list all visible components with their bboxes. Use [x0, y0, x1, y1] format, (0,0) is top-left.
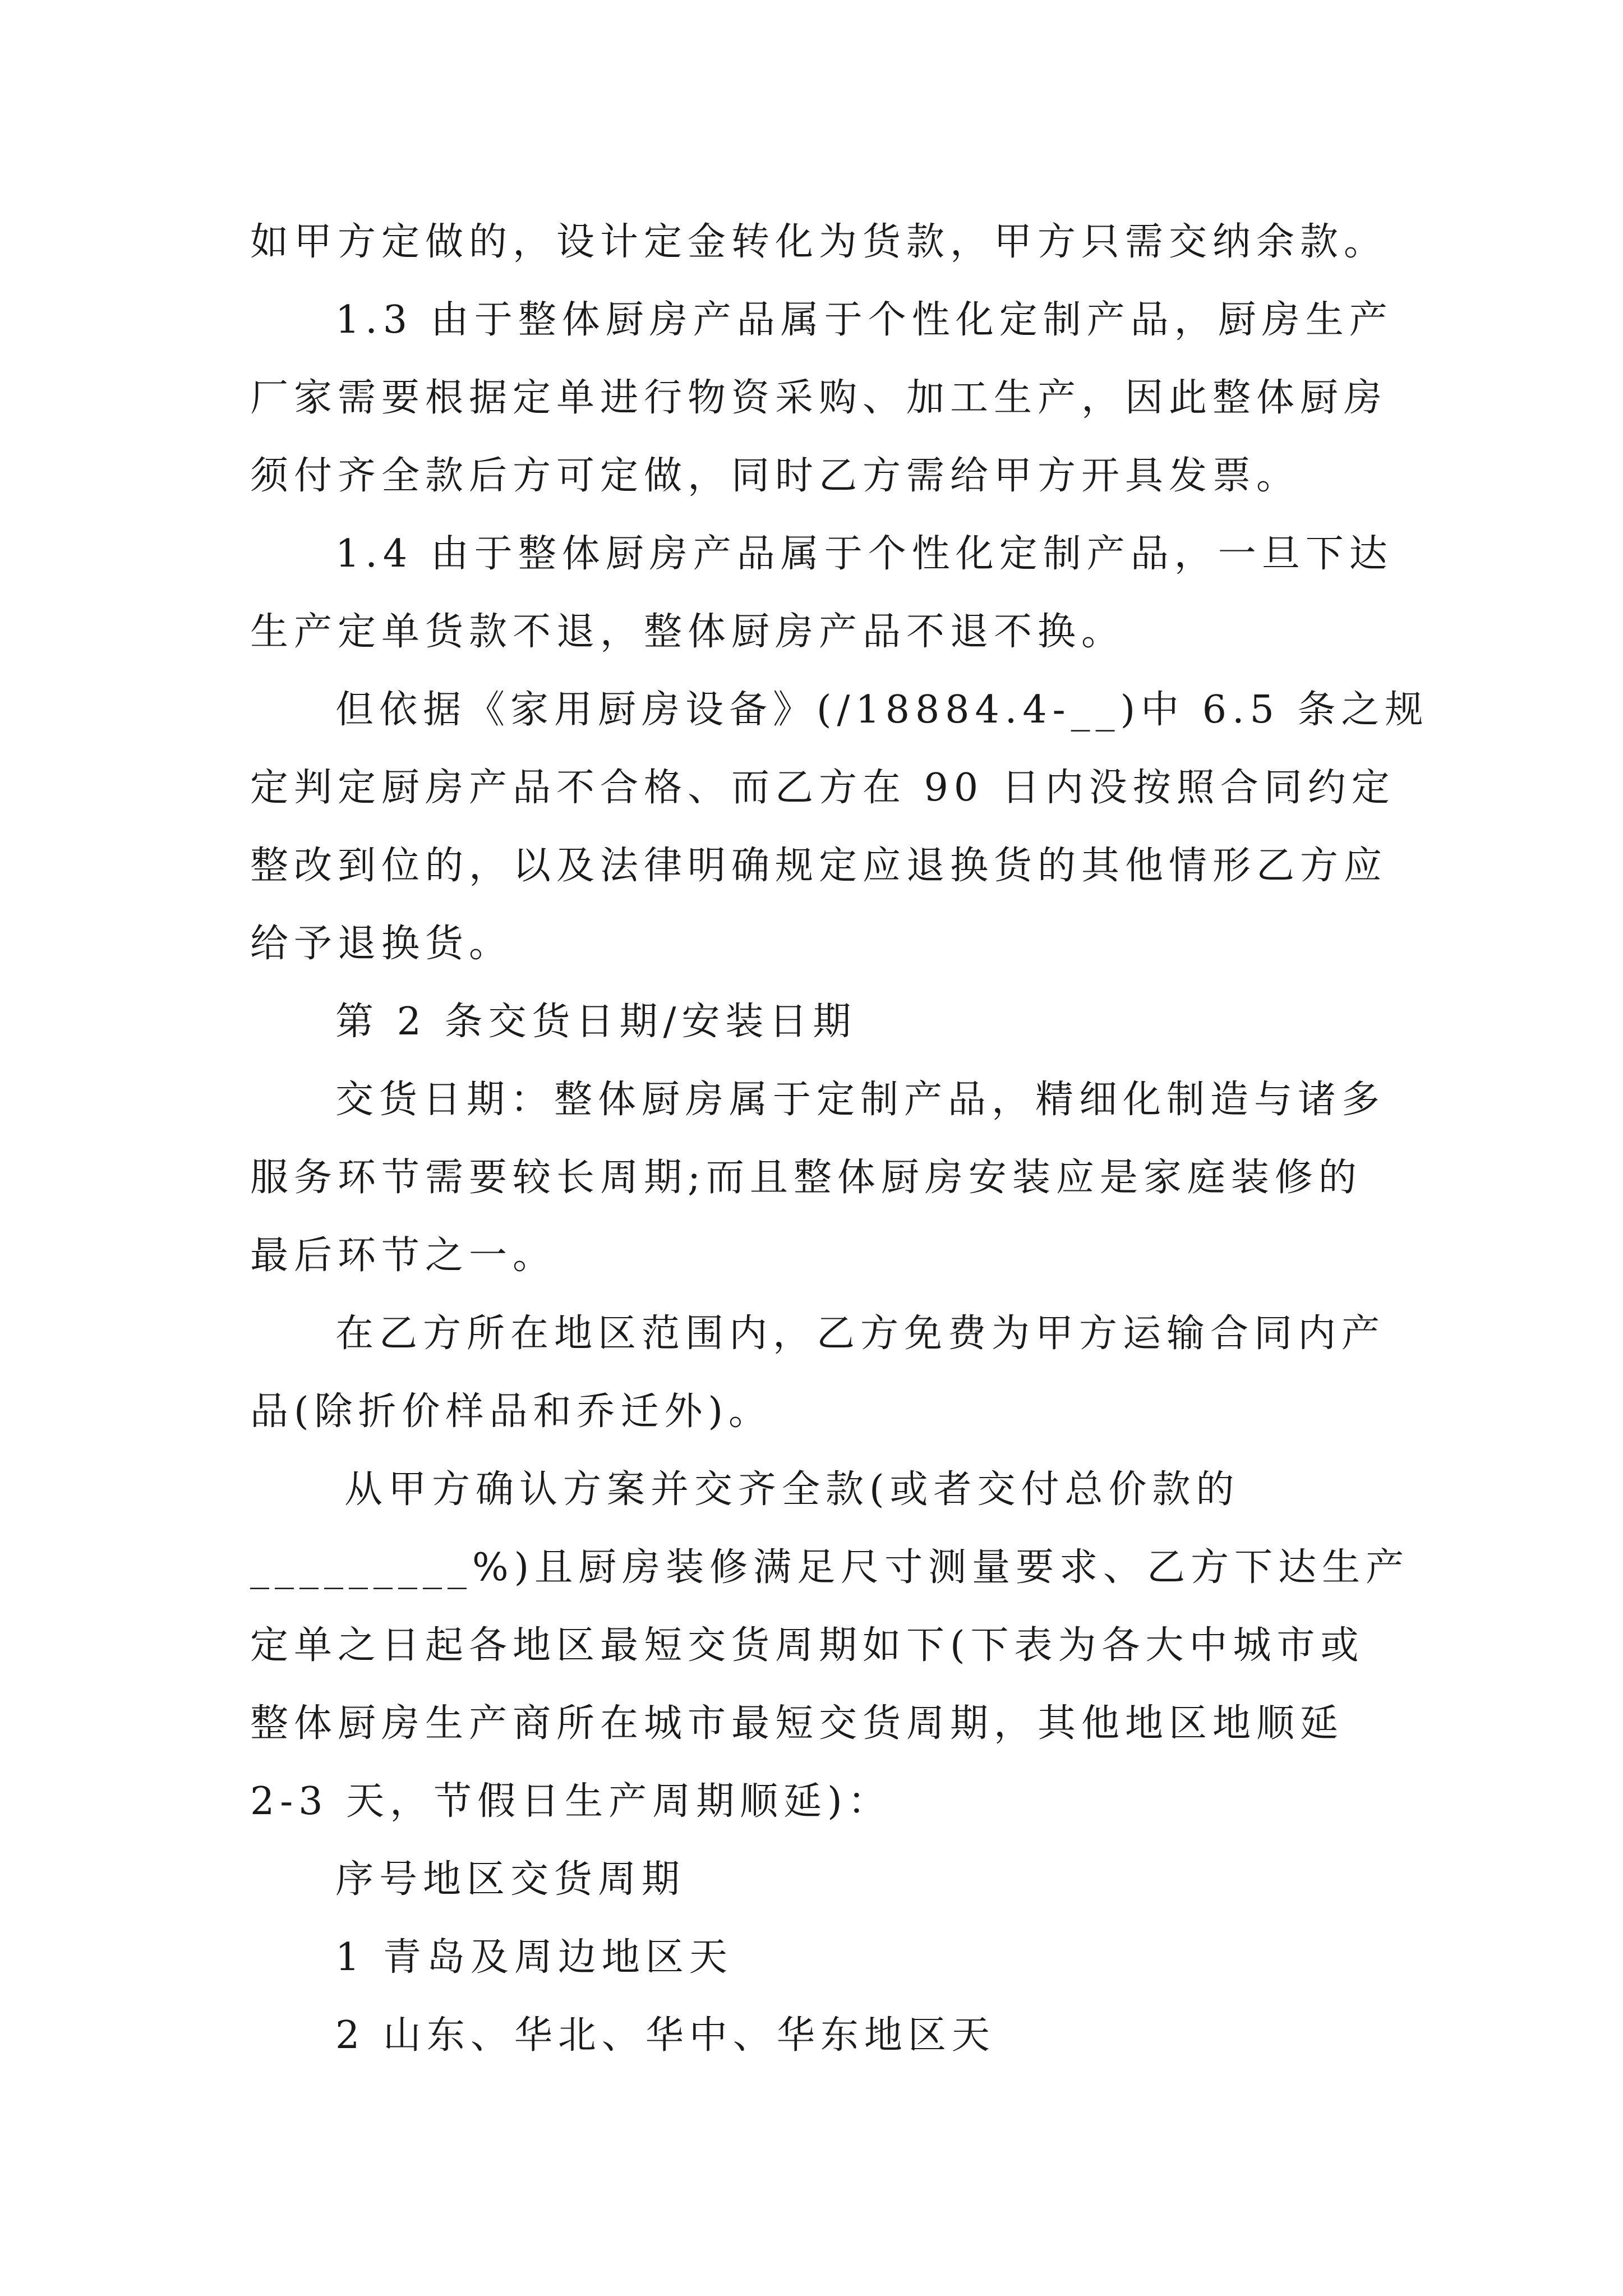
document-body — [250, 203, 1429, 2074]
text-line: 交货日期：整体厨房属于定制产品，精细化制造与诸多 — [335, 1078, 1386, 1122]
text-line: 品(除折价样品和乔迁外)。 — [250, 1389, 773, 1434]
text-line: 最后环节之一。 — [250, 1234, 557, 1278]
text-line: _________%)且厨房装修满足尺寸测量要求、乙方下达生产 — [250, 1545, 1410, 1590]
text-line: 但依据《家用厨房设备》(/18884.4-__)中 6.5 条之规 — [335, 688, 1429, 732]
text-line: 给予退换货。 — [250, 922, 513, 966]
text-line: 生产定单货款不退，整体厨房产品不退不换。 — [250, 610, 1126, 654]
text-line: 在乙方所在地区范围内，乙方免费为甲方运输合同内产 — [335, 1312, 1386, 1356]
text-line: 定单之日起各地区最短交货周期如下(下表为各大中城市或 — [250, 1623, 1364, 1668]
text-line: 从甲方确认方案并交齐全款(或者交付总价款的 — [344, 1467, 1240, 1512]
text-line: 1.4 由于整体厨房产品属于个性化定制产品，一旦下达 — [335, 532, 1393, 576]
text-line: 须付齐全款后方可定做，同时乙方需给甲方开具发票。 — [250, 454, 1301, 498]
text-line: 整体厨房生产商所在城市最短交货周期，其他地区地顺延 — [250, 1701, 1344, 1746]
table-header: 序号地区交货周期 — [335, 1857, 686, 1902]
text-line: 厂家需要根据定单进行物资采购、加工生产，因此整体厨房 — [250, 376, 1388, 420]
table-row: 1 青岛及周边地区天 — [335, 1935, 733, 1980]
text-line: 如甲方定做的，设计定金转化为货款，甲方只需交纳余款。 — [250, 220, 1388, 264]
text-line: 定判定厨房产品不合格、而乙方在 90 日内没按照合同约定 — [250, 766, 1395, 810]
text-line: 2-3 天，节假日生产周期顺延)： — [250, 1779, 892, 1824]
section-heading: 第 2 条交货日期/安装日期 — [335, 1000, 857, 1044]
text-line: 1.3 由于整体厨房产品属于个性化定制产品，厨房生产 — [335, 298, 1393, 342]
text-line: 服务环节需要较长周期;而且整体厨房安装应是家庭装修的 — [250, 1156, 1362, 1200]
text-line: 整改到位的，以及法律明确规定应退换货的其他情形乙方应 — [250, 844, 1388, 888]
table-row: 2 山东、华北、华中、华东地区天 — [335, 2013, 995, 2058]
